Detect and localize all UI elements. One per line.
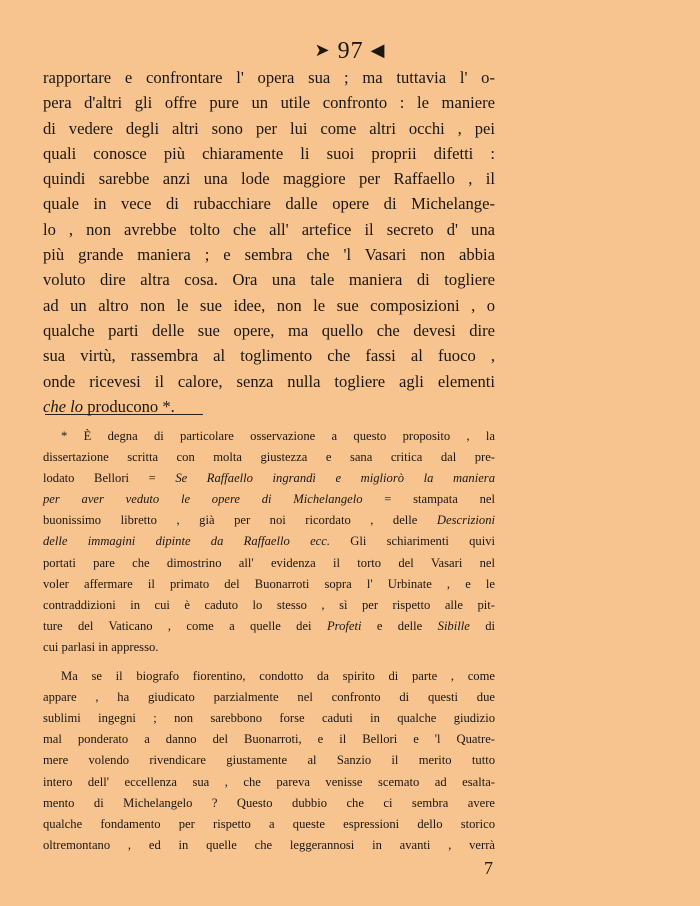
main-line: quale in vece di rubacchiare dalle opere di Michelange- <box>43 194 495 214</box>
footnote-line: mere volendo rivendicare giustamente al Sanzio il merito tutto <box>43 753 495 768</box>
main-line: lo , non avrebbe tolto che all' artefice il secreto d' una <box>43 219 495 239</box>
main-line: voluto dire altra cosa. Ora una tale maniera di togliere <box>43 270 495 290</box>
main-line: qualche parti delle sue opere, ma quello che devesi dire <box>43 320 495 340</box>
footnote-line: lodato Bellori = Se Raffaello ingrandì e migliorò la maniera <box>43 471 495 486</box>
footnote-line: portati pare che dimostrino all' evidenza il torto del Vasari nel <box>43 555 495 570</box>
main-line: rapportare e confrontare l' opera sua ; ma tuttavia l' o- <box>43 68 495 87</box>
footnote-line: Ma se il biografo fiorentino, condotto da spirito di parte , come <box>61 669 495 684</box>
page-number: 97 <box>337 38 364 64</box>
footnote-line: delle immagini dipinte da Raffaello ecc. Gli schiarimenti quivi <box>43 534 495 549</box>
signature-mark: 7 <box>484 858 493 878</box>
footnote-line: intero dell' eccellenza sua , che pareva venisse scemato ad esalta- <box>43 774 495 789</box>
footnote-line: sublimi ingegni ; non sarebbono forse caduti in qualche giudizio <box>43 711 495 726</box>
right-ornament-icon: ◀ <box>370 40 386 60</box>
footnote-line: buonissimo libretto , già per noi ricordato , delle Descrizioni <box>43 513 495 528</box>
footnote-line: ture del Vaticano , come a quelle dei Profeti e delle Sibille di <box>43 618 495 633</box>
main-line: quindi sarebbe anzi una lode maggiore per Raffaello , il <box>43 169 495 189</box>
main-line: che lo producono *. <box>43 396 175 416</box>
footnote-line: cui parlasi in appresso. <box>43 639 159 654</box>
footnote-line: appare , ha giudicato parzialmente nel confronto di questi due <box>43 690 495 705</box>
main-line: ad un altro non le sue idee, non le sue composizioni , o <box>43 295 495 315</box>
main-line: più grande maniera ; e sembra che 'l Vasari non abbia <box>43 245 495 265</box>
footnote-line: mal ponderato a danno del Buonarroti, e il Bellori e 'l Quatre- <box>43 732 495 747</box>
footnote-divider <box>45 414 203 415</box>
main-line: sua virtù, rassembra al toglimento che fassi al fuoco , <box>43 346 495 366</box>
main-line: onde ricevesi il calore, senza nulla togliere agli elementi <box>43 371 495 391</box>
footnote-line: * È degna di particolare osservazione a questo proposito , la <box>61 429 495 443</box>
footnote <box>43 426 495 856</box>
footnote-line: per aver veduto le opere di Michelangelo = stampata nel <box>43 492 495 507</box>
footnote-line: mento di Michelangelo ? Questo dubbio che ci sembra avere <box>43 795 495 810</box>
footnote-line: contraddizioni in cui è caduto lo stesso , sì per rispetto alle pit- <box>43 597 495 612</box>
main-line: pera d'altri gli offre pure un utile confronto : le maniere <box>43 93 495 113</box>
footnote-line: voler affermare il primato del Buonarroti sopra l' Urbinate , e le <box>43 576 495 591</box>
footnote-line: qualche fondamento per rispetto a queste espressioni dello storico <box>43 816 495 831</box>
footnote-line: oltremontano , ed in quelle che leggerannosi in avanti , verrà <box>43 837 495 852</box>
left-ornament-icon: ➤ <box>314 40 331 60</box>
footnote-line: dissertazione scritta con molta giustezza e sana critica dal pre- <box>43 450 495 465</box>
main-line: di vedere degli altri sono per lui come altri occhi , pei <box>43 118 495 138</box>
page-header <box>0 36 700 65</box>
main-line: quali conosce più chiaramente li suoi proprii difetti : <box>43 143 495 163</box>
main-text <box>43 65 495 419</box>
